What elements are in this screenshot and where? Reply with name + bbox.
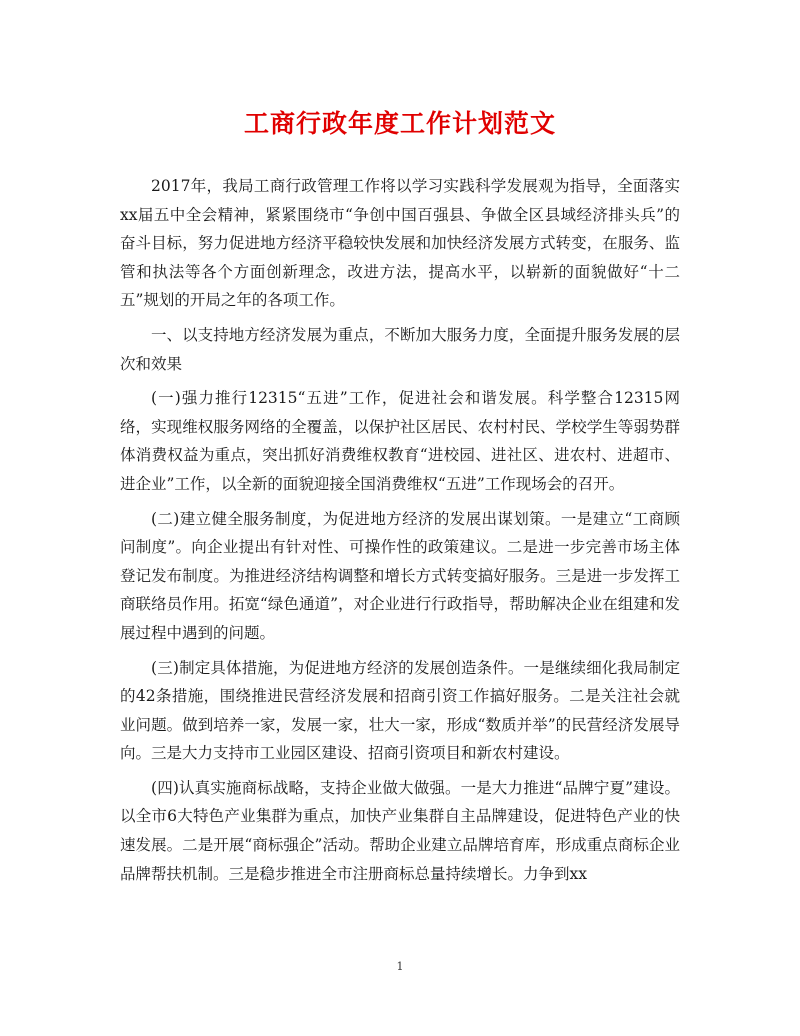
- paragraph-item-1: (一)强力推行12315“五进”工作，促进社会和谐发展。科学整合12315网络，实现维权服务网络的全覆盖，以保护社区居民、农村村民、学校学生等弱势群体消费权益为重点，突出抓好消费维权教育“进校园、进社区、进农村、进超市、进企业”工作，以全新的面貌迎接全国消费维权“五进”工作现场会的召开。: [120, 389, 680, 493]
- document-body: [120, 172, 680, 894]
- page-number: 1: [396, 960, 404, 973]
- section-heading-1: 一、以支持地方经济发展为重点，不断加大服务力度，全面提升服务发展的层次和效果: [120, 325, 680, 373]
- document-title: 工商行政年度工作计划范文: [243, 109, 556, 138]
- paragraph-item-2: (二)建立健全服务制度，为促进地方经济的发展出谋划策。一是建立“工商顾问制度”。向企业提出有针对性、可操作性的政策建议。二是进一步完善市场主体登记发布制度。为推进经济结构调整和增长方式转变搞好服务。三是进一步发挥工商联络员作用。拓宽“绿色通道”，对企业进行行政指导，帮助解决企业在组建和发展过程中遇到的问题。: [120, 509, 680, 642]
- paragraph-intro: 2017年，我局工商行政管理工作将以学习实践科学发展观为指导，全面落实xx届五中全会精神，紧紧围绕市“争创中国百强县、争做全区县域经济排头兵”的奋斗目标，努力促进地方经济平稳较快发展和加快经济发展方式转变，在服务、监管和执法等各个方面创新理念，改进方法，提高水平，以崭新的面貌做好“十二五”规划的开局之年的各项工作。: [120, 177, 680, 310]
- paragraph-item-3: (三)制定具体措施，为促进地方经济的发展创造条件。一是继续细化我局制定的42条措施，围绕推进民营经济发展和招商引资工作搞好服务。二是关注社会就业问题。做到培养一家，发展一家，壮大一家，形成“数质并举”的民营经济发展导向。三是大力支持市工业园区建设、招商引资项目和新农村建设。: [120, 658, 680, 763]
- paragraph-item-4: (四)认真实施商标战略，支持企业做大做强。一是大力推进“品牌宁夏”建设。以全市6大特色产业集群为重点，加快产业集群自主品牌建设，促进特色产业的快速发展。二是开展“商标强企”活动。帮助企业建立品牌培育库，形成重点商标企业品牌帮扶机制。三是稳步推进全市注册商标总量持续增长。力争到xx: [120, 778, 680, 883]
